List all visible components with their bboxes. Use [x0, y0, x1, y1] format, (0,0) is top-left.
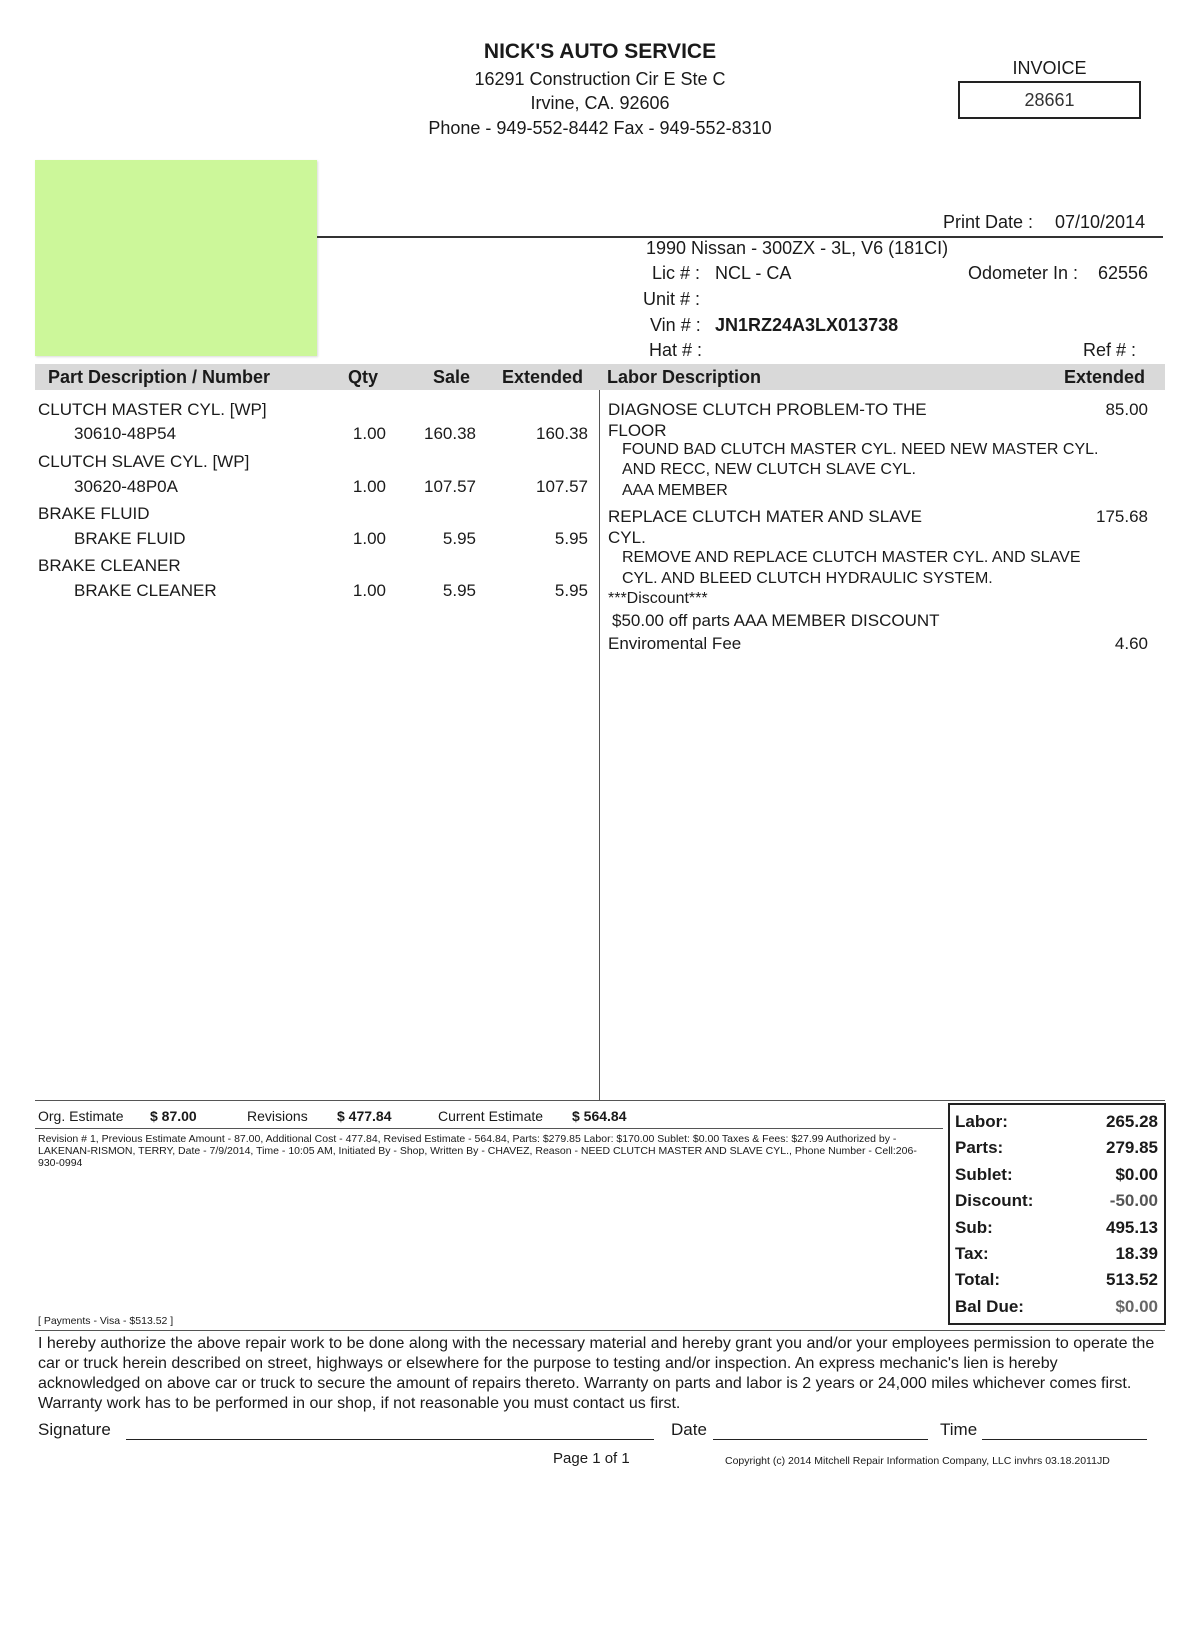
total-sub-value: 495.13 [1106, 1218, 1158, 1237]
hat-label: Hat # : [649, 340, 703, 360]
total-tax-value: 18.39 [1115, 1244, 1158, 1263]
total-parts-value: 279.85 [1106, 1138, 1158, 1157]
lic-label: Lic # : [652, 263, 701, 283]
total-labor-value: 265.28 [1106, 1112, 1158, 1131]
part-number: BRAKE CLEANER [74, 581, 217, 600]
revision-details: Revision # 1, Previous Estimate Amount - 87.00, Additional Cost - 477.84, Revised Estimate - 564.84, Parts: $279.85 Labor: $170.00 Sublet: $0.00 Taxes & Fees: $27.99 Authorized by - LAKENAN-RISMON, TERRY, Date - 7/9/2014, Time - 10:05 AM, Initiated By - Shop, Written By - CHAVEZ, Reason - NEED CLUTCH MASTER AND SLAVE CYL., Phone Number - Cell:206-930-0994 [38, 1133, 917, 1169]
current-estimate-value: $ 564.84 [572, 1108, 627, 1124]
lic-value: NCL - CA [715, 263, 792, 283]
copyright: Copyright (c) 2014 Mitchell Repair Information Company, LLC invhrs 03.18.2011JD [725, 1455, 1110, 1467]
discount-title: ***Discount*** [608, 590, 708, 607]
part-sale: 160.38 [424, 424, 476, 443]
col-sale: Sale [433, 367, 471, 387]
env-fee-label: Enviromental Fee [608, 634, 742, 653]
shop-phone-fax: Phone - 949-552-8442 Fax - 949-552-8310 [428, 118, 772, 138]
total-sub-label: Sub: [955, 1218, 993, 1237]
signature-label: Signature [38, 1420, 111, 1439]
total-discount-label: Discount: [955, 1191, 1034, 1210]
total-sublet-value: $0.00 [1115, 1165, 1158, 1184]
part-number: BRAKE FLUID [74, 529, 186, 548]
labor-note: AAA MEMBER [622, 482, 728, 499]
vehicle-description: 1990 Nissan - 300ZX - 3L, V6 (181CI) [646, 238, 949, 258]
column-divider [599, 390, 600, 1100]
part-number: 30610-48P54 [74, 424, 177, 443]
labor-amount: 85.00 [1105, 400, 1148, 419]
unit-label: Unit # : [643, 289, 701, 309]
invoice-number-box [958, 81, 1141, 119]
payments-note: [ Payments - Visa - $513.52 ] [38, 1315, 174, 1327]
total-total-value: 513.52 [1106, 1270, 1158, 1289]
col-labor-extended: Extended [1064, 367, 1146, 387]
total-labor-label: Labor: [955, 1112, 1008, 1131]
shop-address: 16291 Construction Cir E Ste C [474, 69, 726, 89]
part-sale: 5.95 [442, 529, 476, 548]
part-desc: CLUTCH SLAVE CYL. [WP] [38, 452, 250, 471]
date-line[interactable] [713, 1439, 928, 1440]
signature-line[interactable] [126, 1439, 654, 1440]
odometer-value: 62556 [1098, 263, 1149, 283]
col-labor-description: Labor Description [607, 367, 762, 387]
total-parts-label: Parts: [955, 1138, 1004, 1157]
labor-title: DIAGNOSE CLUTCH PROBLEM-TO THE [608, 400, 927, 419]
revisions-label: Revisions [247, 1108, 308, 1124]
sticky-note [35, 160, 317, 356]
invoice-number: 28661 [1024, 90, 1075, 110]
labor-note: CYL. AND BLEED CLUTCH HYDRAULIC SYSTEM. [622, 570, 993, 587]
part-extended: 160.38 [536, 424, 588, 443]
labor-note: REMOVE AND REPLACE CLUTCH MASTER CYL. AND SLAVE [622, 549, 1081, 566]
part-desc: CLUTCH MASTER CYL. [WP] [38, 400, 267, 419]
total-tax-label: Tax: [955, 1244, 989, 1263]
totals-box [948, 1103, 1166, 1325]
labor-title: REPLACE CLUTCH MATER AND SLAVE [608, 507, 922, 526]
footer-divider [35, 1330, 1165, 1331]
part-number: 30620-48P0A [74, 477, 178, 496]
time-label: Time [940, 1420, 978, 1439]
total-discount-value: -50.00 [1109, 1191, 1158, 1210]
part-sale: 5.95 [442, 581, 476, 600]
shop-name: NICK'S AUTO SERVICE [483, 40, 717, 63]
org-estimate-value: $ 87.00 [150, 1108, 197, 1124]
labor-title-cont: FLOOR [608, 421, 667, 440]
part-qty: 1.00 [352, 424, 386, 443]
part-qty: 1.00 [352, 477, 386, 496]
labor-title-cont: CYL. [608, 528, 646, 547]
total-total-label: Total: [955, 1270, 1001, 1289]
total-balance-label: Bal Due: [955, 1297, 1024, 1316]
print-date: 07/10/2014 [1055, 212, 1146, 232]
part-extended: 107.57 [536, 477, 588, 496]
invoice-label: INVOICE [1012, 58, 1087, 78]
vin-label: Vin # : [650, 315, 701, 335]
labor-amount: 175.68 [1096, 507, 1148, 526]
labor-note: AND RECC, NEW CLUTCH SLAVE CYL. [622, 461, 916, 478]
print-date-label: Print Date : [943, 212, 1034, 232]
date-label: Date [671, 1420, 707, 1439]
total-sublet-label: Sublet: [955, 1165, 1013, 1184]
current-estimate-label: Current Estimate [438, 1108, 544, 1124]
shop-city: Irvine, CA. 92606 [530, 93, 670, 113]
part-extended: 5.95 [554, 581, 588, 600]
discount-note: $50.00 off parts AAA MEMBER DISCOUNT [612, 611, 940, 630]
col-qty: Qty [348, 367, 379, 387]
col-extended: Extended [502, 367, 584, 387]
estimate-sub-divider [35, 1128, 943, 1129]
odometer-label: Odometer In : [968, 263, 1079, 283]
revisions-value: $ 477.84 [337, 1108, 392, 1124]
org-estimate-label: Org. Estimate [38, 1108, 124, 1124]
labor-note: FOUND BAD CLUTCH MASTER CYL. NEED NEW MASTER CYL. [622, 441, 1099, 458]
part-qty: 1.00 [352, 529, 386, 548]
total-balance-value: $0.00 [1115, 1297, 1158, 1316]
part-desc: BRAKE FLUID [38, 504, 150, 523]
vin-value: JN1RZ24A3LX013738 [715, 315, 899, 335]
part-sale: 107.57 [424, 477, 476, 496]
part-desc: BRAKE CLEANER [38, 556, 181, 575]
col-part-description: Part Description / Number [48, 367, 271, 387]
ref-label: Ref # : [1083, 340, 1137, 360]
authorization-text: I hereby authorize the above repair work to be done along with the necessary material and hereby grant you and/or your employees permission to operate the car or truck herein described on street, highways or elsewhere for the purpose to testing and/or inspection. An express mechanic's lien is hereby acknowledged on above car or truck to secure the amount of repairs thereto. Warranty on parts and labor is 2 years or 24,000 miles whichever comes first. Warranty work has to be performed in our shop, if not reasonable you must contact us first. [38, 1335, 1155, 1412]
part-qty: 1.00 [352, 581, 386, 600]
part-extended: 5.95 [554, 529, 588, 548]
page-number: Page 1 of 1 [553, 1450, 630, 1467]
estimate-divider [35, 1100, 1165, 1101]
env-fee-amount: 4.60 [1114, 634, 1148, 653]
time-line[interactable] [982, 1439, 1147, 1440]
